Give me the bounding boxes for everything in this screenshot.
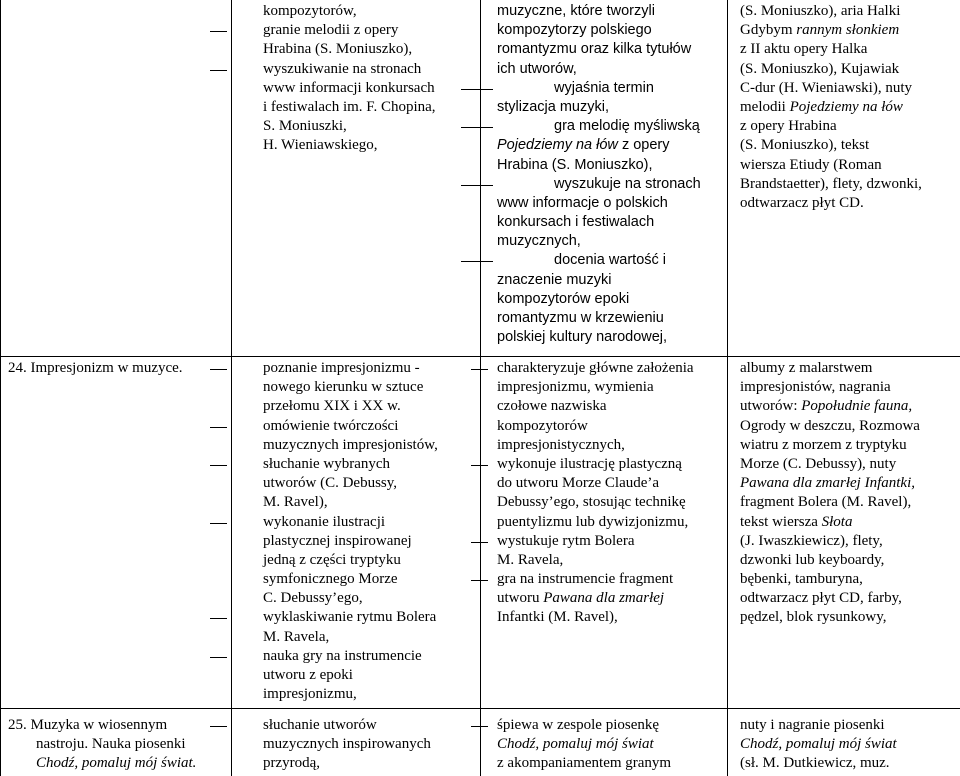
top-activities-cell bbox=[236, 2, 436, 156]
row25-outcomes-cell bbox=[497, 716, 671, 774]
lesson-topic: nastroju. Nauka piosenki bbox=[36, 736, 186, 753]
song-title: Pawana dla zmarłej bbox=[543, 590, 665, 607]
text-line: wyszukiwanie na stronach bbox=[236, 60, 436, 79]
text-line: M. Ravela, bbox=[263, 628, 330, 645]
text-line: (S. Moniuszko), tekst bbox=[740, 137, 870, 154]
text-line: wykonanie ilustracji bbox=[236, 513, 438, 532]
text-line: Pawana dla zmarłej Infantki, bbox=[740, 475, 915, 492]
text-line: charakteryzuje główne założenia bbox=[497, 359, 694, 378]
text-line: M. Ravel), bbox=[263, 494, 328, 511]
text-line: bębenki, tamburyna, bbox=[740, 571, 863, 588]
text-line: fragment Bolera (M. Ravel), bbox=[740, 494, 912, 511]
text-span: utworów: bbox=[740, 398, 802, 415]
text-line: wyszukuje na stronach bbox=[497, 175, 701, 194]
text-span: Gdybym bbox=[740, 22, 797, 39]
row25-topic-cell bbox=[8, 716, 196, 774]
text-line: konkursach i festiwalach bbox=[497, 214, 655, 231]
text-line: słuchanie utworów bbox=[236, 716, 431, 735]
text-line: wystukuje rytm Bolera bbox=[497, 532, 694, 551]
text-line: www informacje o polskich bbox=[497, 194, 668, 211]
row25-activities-cell bbox=[236, 716, 431, 774]
text-line: stylizacja muzyki, bbox=[497, 98, 609, 115]
song-title: Chodź, pomaluj mój świat bbox=[740, 736, 897, 753]
text-line: nuty i nagranie piosenki bbox=[740, 717, 885, 733]
song-title: Chodź, pomaluj mój świat bbox=[497, 736, 654, 753]
poem-title: Słota bbox=[821, 513, 853, 530]
text-line: kompozytorów epoki bbox=[497, 290, 630, 307]
text-line: pędzel, blok rysunkowy, bbox=[740, 609, 887, 626]
row24-activities-cell bbox=[236, 359, 438, 704]
text-line: dzwonki lub keyboardy, bbox=[740, 551, 885, 568]
lesson-topic: 25. Muzyka w wiosennym bbox=[8, 717, 168, 733]
text-line: wyjaśnia termin bbox=[497, 79, 701, 98]
text-line: romantyzmu oraz kilka tytułów bbox=[497, 41, 692, 58]
text-line: i festiwalach im. F. Chopina, bbox=[263, 98, 436, 115]
row24-topic-cell bbox=[8, 359, 183, 378]
text-line: muzyczne, które tworzyli bbox=[497, 3, 655, 19]
text-line: www informacji konkursach bbox=[263, 79, 435, 96]
top-outcomes-cell bbox=[497, 2, 701, 347]
text-line: omówienie twórczości bbox=[236, 417, 438, 436]
text-line: czołowe nazwiska bbox=[497, 398, 607, 415]
text-line: impresjonistycznych, bbox=[497, 436, 625, 453]
text-line: słuchanie wybranych bbox=[236, 455, 438, 474]
song-title: Pojedziemy na łów bbox=[789, 98, 903, 115]
text-line: nauka gry na instrumencie bbox=[236, 647, 438, 666]
text-line: Debussy’ego, stosując technikę bbox=[497, 494, 686, 511]
text-line: śpiewa w zespole piosenkę bbox=[497, 716, 671, 735]
text-line: (J. Iwaszkiewicz), flety, bbox=[740, 532, 883, 549]
row24-materials-cell bbox=[740, 359, 920, 628]
song-title: rannym słonkiem bbox=[796, 22, 900, 39]
text-line: muzycznych impresjonistów, bbox=[263, 436, 438, 453]
text-line: granie melodii z opery bbox=[236, 21, 436, 40]
text-line: ich utworów, bbox=[497, 60, 577, 77]
text-line: (S. Moniuszko), aria Halki bbox=[740, 3, 901, 19]
text-line: utworów (C. Debussy, bbox=[263, 475, 398, 492]
text-line: Ogrody w deszczu, Rozmowa bbox=[740, 417, 920, 434]
song-title: Pojedziemy na łów bbox=[497, 137, 618, 154]
text-line: C. Debussy’ego, bbox=[263, 590, 363, 607]
text-line: (sł. M. Dutkiewicz, muz. bbox=[740, 755, 890, 772]
text-line: przełomu XIX i XX w. bbox=[263, 398, 401, 415]
text-line: znaczenie muzyki bbox=[497, 271, 612, 288]
text-line: kompozytorów, bbox=[263, 3, 357, 19]
text-line: docenia wartość i bbox=[497, 251, 701, 270]
text-line: z II aktu opery Halka bbox=[740, 41, 868, 58]
text-line: poznanie impresjonizmu - bbox=[236, 359, 438, 378]
text-line: S. Moniuszki, bbox=[263, 118, 347, 135]
text-line bbox=[497, 136, 701, 155]
text-line: Morze (C. Debussy), nuty bbox=[740, 455, 897, 472]
text-line: utworu z epoki bbox=[263, 667, 353, 683]
row24-outcomes-cell bbox=[497, 359, 694, 628]
column-divider-3 bbox=[727, 0, 728, 776]
text-line bbox=[740, 21, 922, 40]
text-line: gra melodię myśliwską bbox=[497, 117, 701, 136]
text-line: wiatru z morzem z tryptyku bbox=[740, 436, 907, 453]
table-border-left bbox=[0, 0, 1, 776]
text-span: utworu bbox=[497, 590, 544, 607]
text-line: jedną z części tryptyku bbox=[263, 551, 401, 568]
text-line bbox=[740, 397, 920, 416]
text-line: albumy z malarstwem bbox=[740, 360, 873, 376]
text-line: odtwarzacz płyt CD, farby, bbox=[740, 590, 902, 607]
text-line: impresjonizmu, bbox=[263, 686, 357, 703]
text-line: plastycznej inspirowanej bbox=[263, 532, 412, 549]
text-line: muzycznych, bbox=[497, 233, 581, 250]
text-line: Hrabina (S. Moniuszko), bbox=[497, 156, 653, 173]
text-line bbox=[497, 589, 694, 608]
text-line: do utworu Morze Claude’a bbox=[497, 475, 660, 492]
text-line: C-dur (H. Wieniawski), nuty bbox=[740, 79, 913, 96]
text-line: kompozytorów bbox=[497, 417, 588, 434]
song-title: Popołudnie fauna, bbox=[801, 398, 913, 415]
text-span: z opery bbox=[621, 137, 670, 154]
text-line: impresjonizmu, wymienia bbox=[497, 379, 654, 396]
text-line bbox=[740, 513, 920, 532]
text-line: polskiej kultury narodowej, bbox=[497, 329, 668, 346]
text-line: wykonuje ilustrację plastyczną bbox=[497, 455, 694, 474]
text-line: wyklaskiwanie rytmu Bolera bbox=[236, 608, 438, 627]
column-divider-2 bbox=[480, 0, 481, 776]
text-line: puentylizmu lub dywizjonizmu, bbox=[497, 513, 689, 530]
text-line: Hrabina (S. Moniuszko), bbox=[263, 41, 413, 58]
text-line: Infantki (M. Ravel), bbox=[497, 609, 618, 626]
text-line: impresjonistów, nagrania bbox=[740, 379, 891, 396]
text-line: kompozytorzy polskiego bbox=[497, 22, 652, 39]
lesson-topic: 24. Impresjonizm w muzyce. bbox=[8, 360, 183, 376]
text-line: przyrodą, bbox=[263, 755, 321, 772]
text-line: z akompaniamentem granym bbox=[497, 755, 672, 772]
text-line: M. Ravela, bbox=[497, 551, 564, 568]
text-span: tekst wiersza bbox=[740, 513, 822, 530]
text-line: nowego kierunku w sztuce bbox=[263, 379, 424, 396]
row-divider-24 bbox=[0, 356, 960, 357]
row-divider-25 bbox=[0, 708, 960, 709]
song-title: Chodź, pomaluj mój świat. bbox=[36, 755, 197, 772]
text-line: symfonicznego Morze bbox=[263, 571, 398, 588]
text-line: z opery Hrabina bbox=[740, 118, 837, 135]
text-span: melodii bbox=[740, 98, 790, 115]
text-line bbox=[740, 98, 922, 117]
text-line: wiersza Etiudy (Roman bbox=[740, 156, 882, 173]
text-line: Brandstaetter), flety, dzwonki, bbox=[740, 175, 922, 192]
text-line: (S. Moniuszko), Kujawiak bbox=[740, 60, 900, 77]
top-materials-cell bbox=[740, 2, 922, 213]
column-divider-1 bbox=[231, 0, 232, 776]
row25-materials-cell bbox=[740, 716, 897, 774]
text-line: muzycznych inspirowanych bbox=[263, 736, 431, 753]
text-line: romantyzmu w krzewieniu bbox=[497, 310, 664, 326]
text-line: gra na instrumencie fragment bbox=[497, 570, 694, 589]
text-line: H. Wieniawskiego, bbox=[263, 137, 378, 154]
text-line: odtwarzacz płyt CD. bbox=[740, 194, 864, 211]
